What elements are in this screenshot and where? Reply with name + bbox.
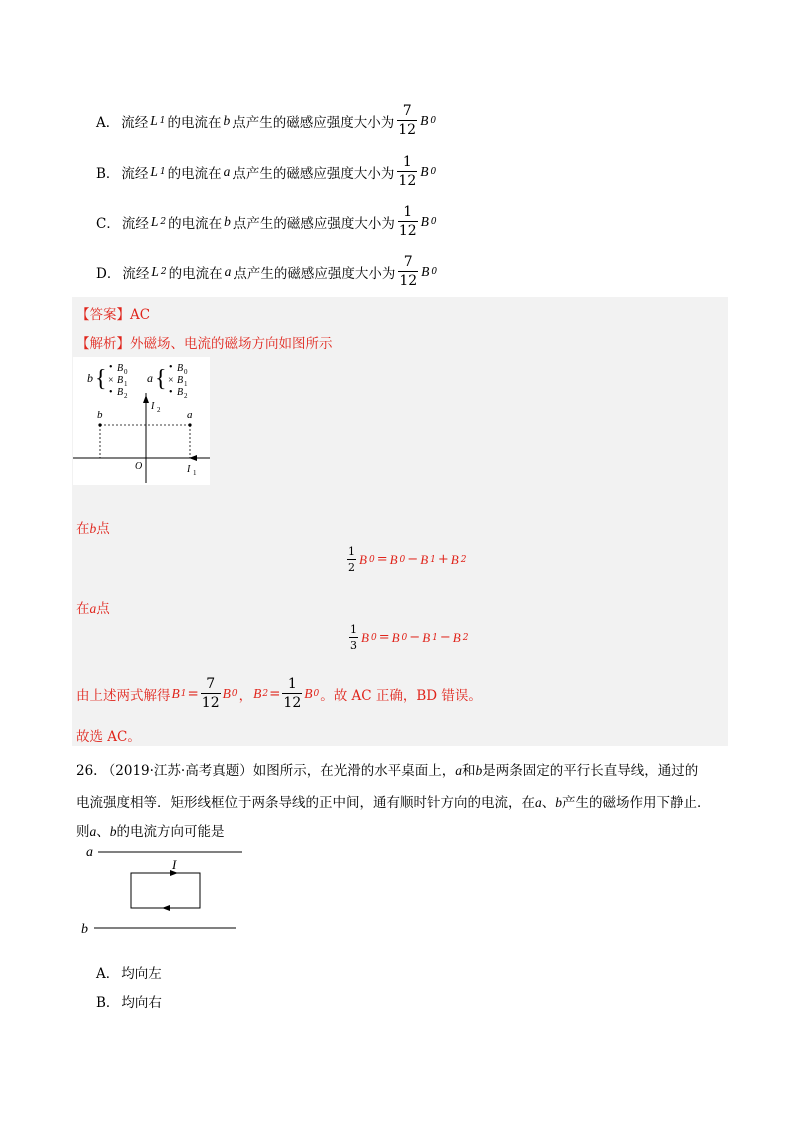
at-a-line: 在a点 [76, 601, 110, 617]
option-a-new: A． 均向左 [96, 966, 162, 982]
svg-text:1: 1 [193, 469, 197, 477]
svg-text:B: B [117, 387, 124, 398]
equation-b: $\frac{1}{2}$ B 0 = B 0 − B 1 + B 2 [348, 545, 467, 574]
svg-text:B: B [117, 363, 124, 374]
result-line: 由上述两式解得 B 1 = $\frac{7}{12}$ B 0 ， B 2 = $\frac{1}{12}$ B 0 。故 AC 正确，BD 错误。 [76, 676, 482, 711]
option-b-new: B． 均向右 [96, 995, 162, 1011]
question-line-2: 电流强度相等．矩形线框位于两条导线的正中间，通有顺时针方向的电流，在a、b产生的磁场作用下静止． [76, 795, 711, 811]
fraction: $\frac{1}{12}$ [398, 154, 417, 189]
final-answer: 故选 AC。 [76, 729, 141, 745]
svg-text:2: 2 [157, 406, 161, 414]
svg-text:B: B [177, 375, 184, 386]
svg-text:I: I [151, 401, 155, 412]
equation-a: $\frac{1}{3}$ B 0 = B 0 − B 1 − B 2 [350, 623, 469, 652]
svg-text:0: 0 [184, 368, 188, 376]
diagram-a-label: a [147, 371, 153, 385]
rectangular-loop [131, 873, 200, 908]
option-c: C． 流经 L 2 的电流在 b 点产生的磁感应强度大小为 $\frac{1}{12}$ B 0 [96, 204, 437, 239]
diagram-b-label: b [87, 371, 93, 385]
svg-text:×: × [168, 375, 174, 386]
svg-text:•: • [109, 387, 113, 398]
field-diagram [73, 357, 210, 485]
at-b-line: 在b点 [76, 521, 110, 537]
svg-text:B: B [117, 375, 124, 386]
option-d: D． 流经 L 2 的电流在 a 点产生的磁感应强度大小为 $\frac{7}{12}$ B 0 [96, 254, 438, 289]
analysis-line: 【解析】外磁场、电流的磁场方向如图所示 [76, 336, 333, 352]
svg-text:O: O [135, 461, 143, 472]
fraction: $\frac{7}{12}$ [399, 254, 418, 289]
svg-text:1: 1 [124, 380, 128, 388]
svg-text:I: I [187, 464, 191, 475]
fraction: $\frac{1}{12}$ [398, 204, 417, 239]
question-line-3: 则a、b的电流方向可能是 [76, 824, 225, 840]
svg-text:2: 2 [124, 392, 128, 400]
option-b: B． 流经 L 1 的电流在 a 点产生的磁感应强度大小为 $\frac{1}{12}$ B 0 [96, 154, 437, 189]
brace-b: { [95, 366, 107, 392]
svg-text:×: × [108, 375, 114, 386]
brace-a: { [155, 366, 167, 392]
wire-a-label: a [86, 845, 93, 860]
current-label: I [172, 857, 177, 872]
svg-text:•: • [169, 362, 173, 373]
svg-text:0: 0 [124, 368, 128, 376]
point-b: b [97, 409, 103, 421]
wire-b-label: b [81, 922, 88, 937]
svg-text:B: B [177, 363, 184, 374]
option-a: A． 流经 L 1 的电流在 b 点产生的磁感应强度大小为 $\frac{7}{12}$ B 0 [96, 103, 437, 138]
svg-text:2: 2 [184, 392, 188, 400]
wire-loop-figure [80, 840, 250, 940]
svg-text:B: B [177, 387, 184, 398]
arrow-left-icon [162, 905, 170, 911]
svg-text:1: 1 [184, 380, 188, 388]
question-line-1: 26. （2019·江苏·高考真题）如图所示，在光滑的水平桌面上，a和b是两条固定的平行长直导线，通过的 [76, 763, 699, 779]
fraction: $\frac{7}{12}$ [398, 103, 417, 138]
svg-text:•: • [109, 362, 113, 373]
svg-text:•: • [169, 387, 173, 398]
point-a: a [187, 409, 193, 421]
answer-line: 【答案】AC [76, 307, 151, 323]
